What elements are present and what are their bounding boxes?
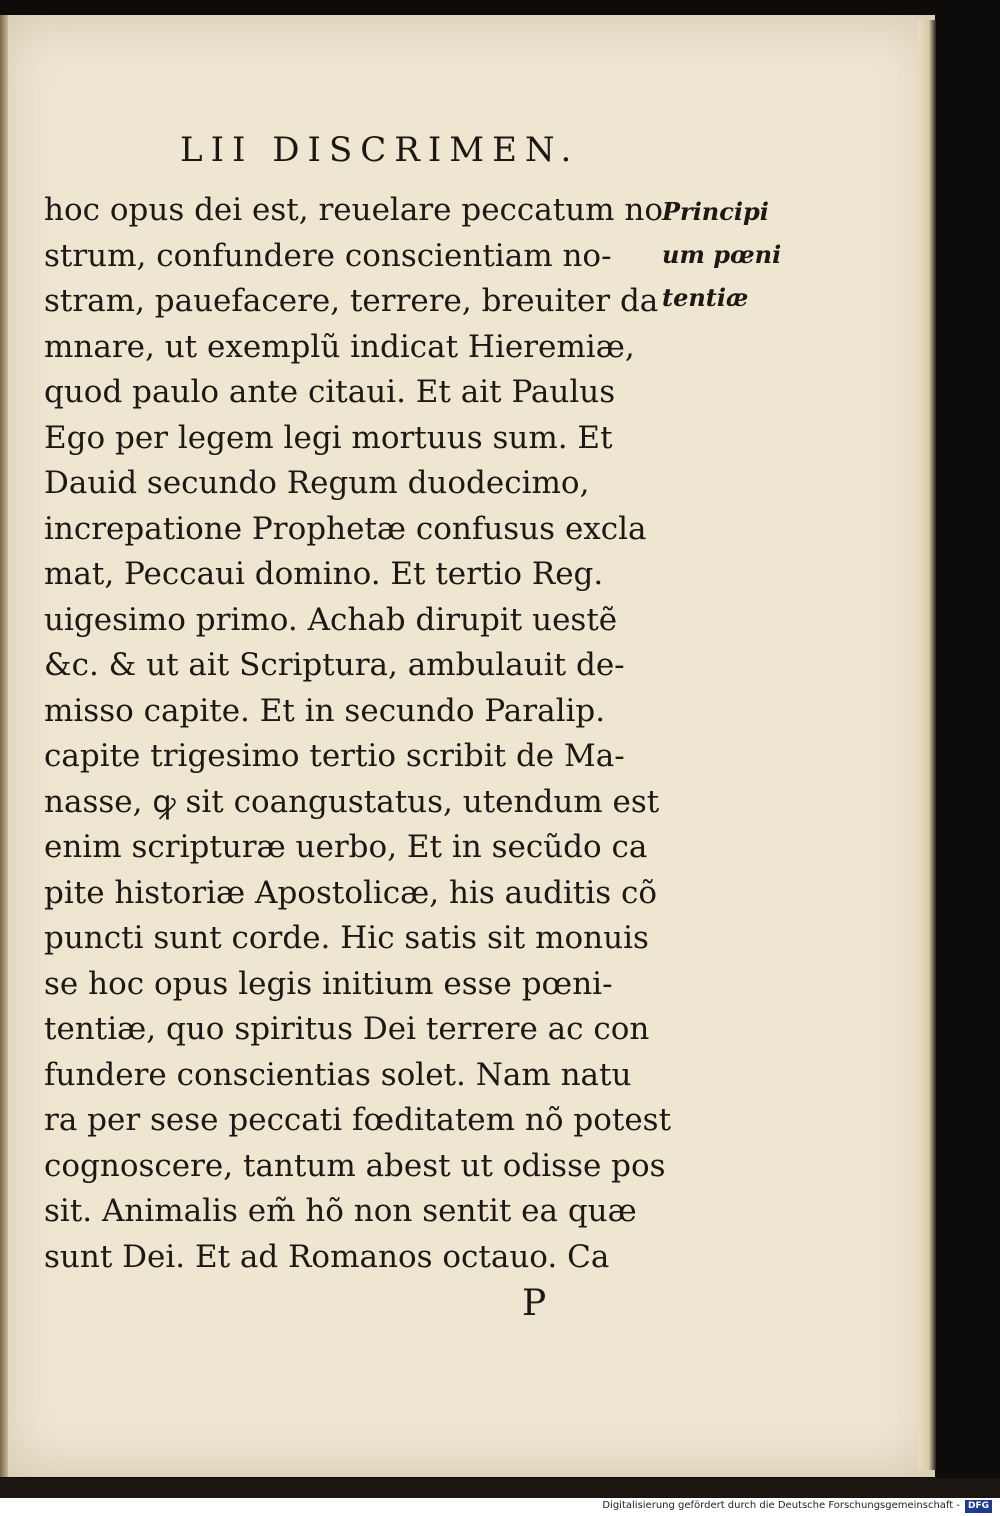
body-text-block [44, 188, 672, 1280]
dfg-logo: DFG [965, 1500, 992, 1513]
marginal-note-line: Principi [662, 197, 769, 226]
text-line: fundere conscientias solet. Nam natu [44, 1056, 632, 1093]
digitization-credit: Digitalisierung gefördert durch die Deutsche Forschungsgemeinschaft - [602, 1500, 960, 1511]
text-line: &c. & ut ait Scriptura, ambulauit de- [44, 647, 625, 683]
text-line: mat, Peccaui domino. Et tertio Reg. [44, 556, 604, 592]
text-line: uigesimo primo. Achab dirupit uestẽ [44, 601, 618, 638]
marginal-note [662, 190, 802, 319]
text-line: nasse, ꝙ sit coangustatus, utendum est [44, 783, 660, 820]
text-line: capite trigesimo tertio scribit de Ma- [44, 738, 625, 774]
page-right-edge [918, 20, 936, 1470]
text-line: tentiæ, quo spiritus Dei terrere ac con [44, 1011, 650, 1047]
text-line: increpatione Prophetæ confusus excla [44, 510, 647, 547]
text-line: hoc opus dei est, reuelare peccatum no [44, 192, 664, 228]
text-line: sunt Dei. Et ad Romanos octauo. Ca [44, 1238, 610, 1275]
text-line: misso capite. Et in secundo Paralip. [44, 692, 606, 729]
scan-bottom-border [0, 1478, 1000, 1498]
text-line: Dauid secundo Regum duodecimo, [44, 465, 590, 501]
page-gutter-edge [0, 15, 8, 1477]
text-line: ra per sese peccati fœditatem nõ potest [44, 1102, 672, 1138]
text-line: enim scripturæ uerbo, Et in secũdo ca [44, 829, 648, 865]
marginal-note-line: tentiæ [662, 283, 749, 312]
running-head: LII DISCRIMEN. [180, 130, 580, 170]
text-line: stram, pauefacere, terrere, breuiter da [44, 283, 659, 319]
text-line: Ego per legem legi mortuus sum. Et [44, 419, 613, 456]
text-line: mnare, ut exemplũ indicat Hieremiæ, [44, 328, 635, 365]
text-line: puncti sunt corde. Hic satis sit monuis [44, 920, 649, 956]
catchword: P [522, 1283, 547, 1324]
text-line: quod paulo ante citaui. Et ait Paulus [44, 374, 616, 410]
marginal-note-line: um pœni [662, 240, 782, 269]
text-line: cognoscere, tantum abest ut odisse pos [44, 1147, 666, 1184]
text-line: pite historiæ Apostolicæ, his auditis cõ [44, 874, 658, 911]
text-line: strum, confundere conscientiam no- [44, 237, 612, 274]
text-line: se hoc opus legis initium esse pœni- [44, 965, 613, 1002]
text-line: sit. Animalis em̃ hõ non sentit ea quæ [44, 1193, 637, 1229]
